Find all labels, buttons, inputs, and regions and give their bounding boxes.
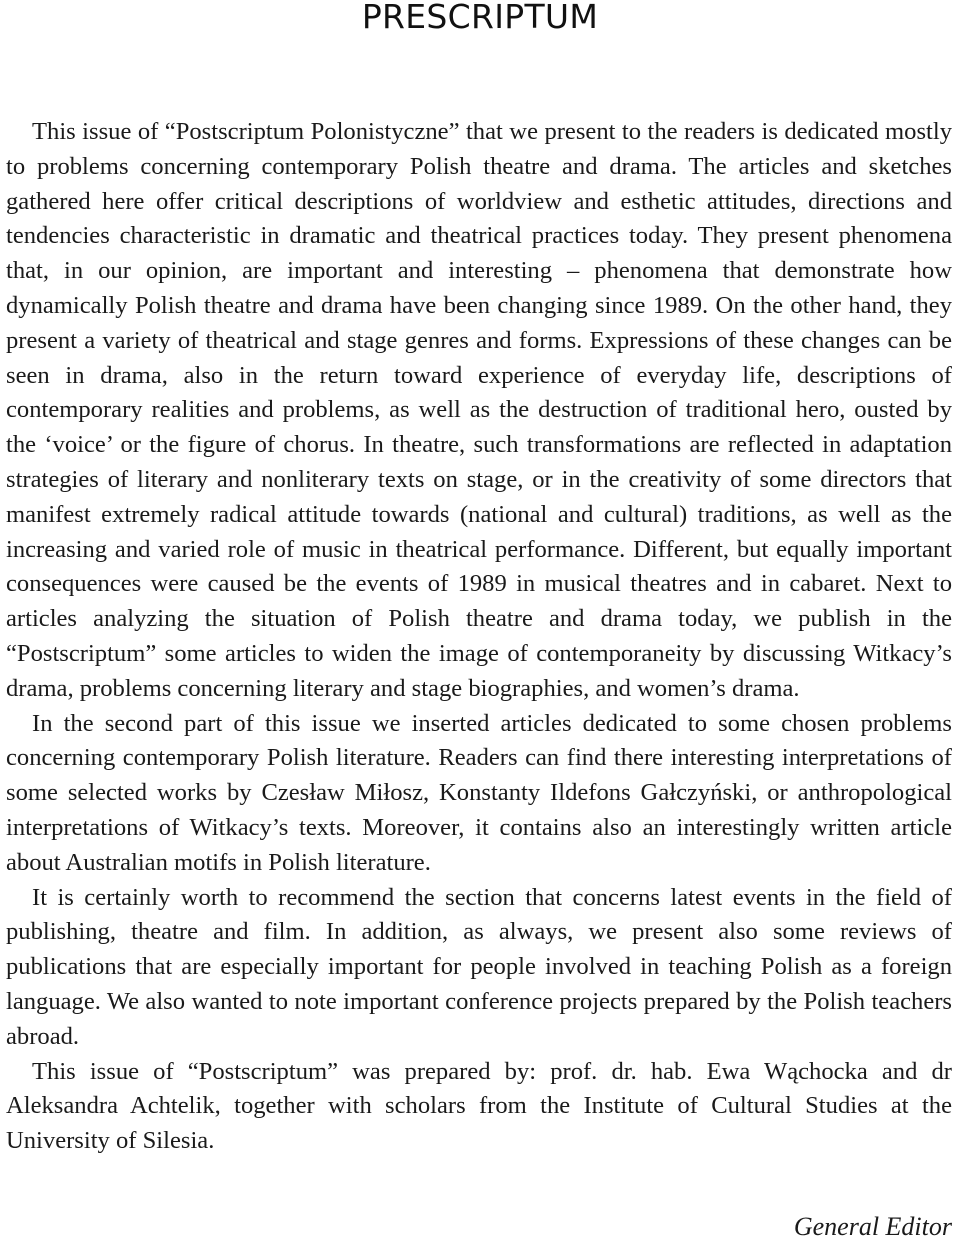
page-title: PRESCRIPTUM	[361, 0, 599, 36]
paragraph-1: This issue of “Postscriptum Polonistyczne” that we present to the readers is dedicated mostly to problems concerning contemporary Polish theatre and drama. The articles and sketches gathered here offer critical descriptions of worldview and esthetic attitudes, directions and tendencies characteristic in dramatic and theatrical practices today. They present phenomena that, in our opinion, are important and interesting – phenomena that demonstrate how dynamically Polish theatre and drama have been changing since 1989. On the other hand, they present a variety of theatrical and stage genres and forms. Expressions of these changes can be seen in drama, also in the return toward experience of everyday life, descriptions of contemporary realities and problems, as well as the destruction of traditional hero, ousted by the ‘voice’ or the figure of chorus. In theatre, such transformations are reflected in adaptation strategies of literary and nonliterary texts on stage, or in the creativity of some directors that manifest extremely radical attitude towards (national and cultural) traditions, as well as the increasing and varied role of music in theatrical performance. Different, but equally important consequences were caused be the events of 1989 in musical theatres and in cabaret. Next to articles analyzing the situation of Polish theatre and drama today, we publish in the “Postscriptum” some articles to widen the image of contemporaneity by discussing Witkacy’s drama, problems concerning literary and stage biographies, and women’s drama.	[6, 118, 952, 702]
paragraph-4: This issue of “Postscriptum” was prepared by: prof. dr. hab. Ewa Wąchocka and dr Aleksandra Achtelik, together with scholars from the Institute of Cultural Studies at the University of Silesia.	[6, 1057, 952, 1155]
paragraph-3: It is certainly worth to recommend the section that concerns latest events in the field of publishing, theatre and film. In addition, as always, we present also some reviews of publications that are especially important for people involved in teaching Polish as a foreign language. We also wanted to note important conference projects prepared by the Polish teachers abroad.	[6, 883, 952, 1050]
body-text	[6, 115, 952, 1159]
signature: General Editor	[793, 1212, 952, 1241]
paragraph-2: In the second part of this issue we inserted articles dedicated to some chosen problems concerning contemporary Polish literature. Readers can find there interesting interpretations of some selected works by Czesław Miłosz, Konstanty Ildefons Gałczyński, or anthropological interpretations of Witkacy’s texts. Moreover, it contains also an interestingly written article about Australian motifs in Polish literature.	[6, 709, 952, 876]
